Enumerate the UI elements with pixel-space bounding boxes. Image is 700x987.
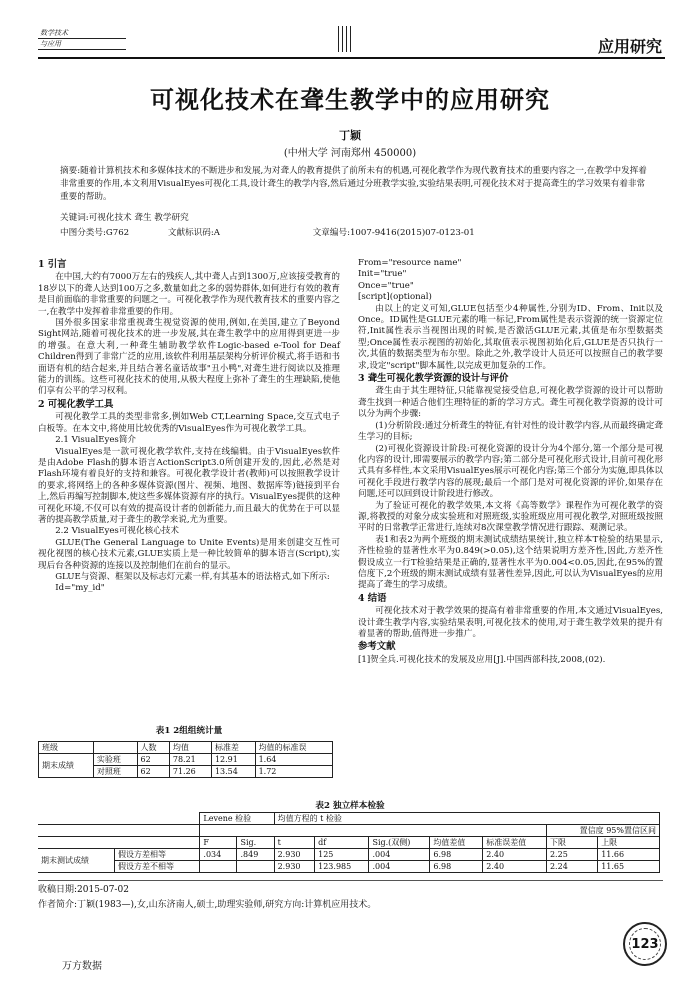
- header-barcode: [338, 26, 354, 56]
- paragraph: [1]贺全兵.可视化技术的发展及应用[J].中国西部科技,2008,(02).: [358, 654, 606, 665]
- table-header-cell: 人数: [137, 742, 169, 754]
- table-cell: 11.66: [598, 849, 660, 861]
- section-heading: 2 可视化教学工具: [38, 398, 114, 410]
- table-cell: .004: [369, 861, 430, 873]
- doc-code: 文献标识码:A: [167, 228, 220, 238]
- paragraph: 可视化技术对于教学效果的提高有着非常重要的作用,本文通过VisualEyes,设计聋生教学内容,实验结果表明,可视化技术的使用,对于聋生教学效果的提升有着显著的帮助,值得进一步推广。: [358, 606, 663, 639]
- abstract: 摘要:随着计算机技术和多媒体技术的不断进步和发展,为对聋人的教育提供了前所未有的机遇,可视化教学作为现代教育技术的重要内容之一,在教学中发挥着非常重要的作用,本文利用VisualEyes可视化工具,设计聋生的教学内容,然后通过分班教学实验,实验结果表明,可视化技术对于提高聋生的学习效果有着非常重要的帮助。: [60, 166, 647, 202]
- table2-caption: 表2 独立样本检验: [315, 801, 385, 811]
- paragraph: (1)分析阶段:通过分析聋生的特征,有针对性的设计教学内容,从而最终确定聋生学习的目标;: [358, 420, 663, 443]
- table-cell: 2.930: [274, 849, 315, 861]
- table-cell: 1.64: [255, 754, 332, 766]
- table-cell: 12.91: [211, 754, 255, 766]
- table-header-cell: 上限: [598, 837, 660, 849]
- table-header-cell: df: [315, 837, 369, 849]
- table1-caption: 表1 2组组统计量: [155, 726, 223, 736]
- table-cell: 2.930: [274, 861, 315, 873]
- journal-line: 与应用: [38, 39, 126, 50]
- watermark: 万方数据: [62, 961, 102, 972]
- paragraph: 国外很多国家非常重视聋生视觉资源的使用,例如,在美国,建立了Beyond Sight网站,随着可视化技术的进一步发展,其在聋生教学中的应用得到更进一步的增强。在意大利,一种聋生辅助教学软件Logic-based e-Tool for Deaf Children得到了非常广泛的应用,该软件利用基层架构分析评价模式,将手语和书面语有机的结合起来,并且结合著名童话故事"丑小鸭",对聋生进行阅读以及推理能力的训练。这些可视化技术的使用,从极大程度上弥补了聋生的生理缺陷,使他们享有公平的学习权利。: [38, 318, 340, 397]
- section-heading: 4 结语: [358, 592, 387, 604]
- table-header-cell: Sig.: [237, 837, 274, 849]
- row-group-label: 期末测试成绩: [38, 849, 115, 873]
- keywords: 关键词:可视化技术 聋生 教学研究: [60, 213, 189, 223]
- paragraph: (2)可视化资源设计阶段:可视化资源的设计分为4个部分,第一个部分是可视化内容的设计,即需要展示的教学内容;第二部分是可视化形式设计,目前可视化形式具有多样性,本文采用VisualEyes展示可视化内容;第三个部分为实施,即具体以可视化手段进行教学内容的展现;最后一个部门是对可视化资源的评价,如果存在问题,还可以回到设计阶段进行修改。: [358, 443, 663, 500]
- table-row: [38, 849, 660, 861]
- paragraph: 2.2 VisualEyes可视化核心技术: [55, 526, 179, 537]
- table-cell: 2.40: [483, 861, 547, 873]
- levene-header: Levene 检验: [200, 813, 274, 825]
- journal-stamp: [38, 28, 126, 50]
- article-title: 可视化技术在聋生教学中的应用研究: [150, 85, 550, 114]
- footer-rule: [38, 880, 663, 881]
- table-row: [39, 754, 333, 766]
- table-cell: .004: [369, 849, 430, 861]
- table-cell: 实验班: [93, 754, 137, 766]
- section-heading: 参考文献: [358, 641, 396, 653]
- classification-line: [60, 226, 511, 238]
- paragraph: Id="my_id": [55, 583, 105, 594]
- affiliation: (中州大学 河南郑州 450000): [283, 148, 417, 159]
- table-header-row: [39, 742, 333, 754]
- table-header-row: [38, 813, 660, 825]
- paragraph: 可视化教学工具的类型非常多,例如Web CT,Learning Space,交互式电子白板等。在本文中,将使用比较优秀的VisualEyes作为可视化教学工具。: [38, 412, 340, 434]
- table-header-row: [38, 825, 660, 837]
- paragraph: 由以上的定义可知,GLUE包括至少4种属性,分别为ID、From、Init以及Once。ID属性是GLUE元素的唯一标记,From属性是表示资源的统一资源定位符,Init属性表示当视图出现的时候,是否激活GLUE元素,其值是布尔型数据类型;Once属性表示视图的初始化,其取值表示视图初始化后,GLUE是否只执行一次,其值的数据类型为布尔型。除此之外,教学设计人员还可以按照自己的教学要求,设定"script"脚本属性,以完成更加复杂的工作。: [358, 303, 663, 371]
- table-header-cell: 均值: [169, 742, 211, 754]
- table-cell: 78.21: [169, 754, 211, 766]
- table-row: [38, 861, 660, 873]
- table2: [38, 812, 660, 873]
- article-number: 文章编号:1007-9416(2015)07-0123-01: [312, 228, 475, 238]
- table-header-cell: 下限: [546, 837, 597, 849]
- paragraph: 聋生由于其生理特征,只能靠视觉接受信息,可视化教学资源的设计可以帮助聋生找到一种适合他们生理特征的新的学习方式。聋生可视化教学资源的设计可以分为两个步骤:: [358, 386, 663, 420]
- table-cell: 2.24: [546, 861, 597, 873]
- paragraph: [script](optional): [358, 292, 432, 303]
- table-header-cell: t: [274, 837, 315, 849]
- table-cell: 假设方差不相等: [115, 861, 200, 873]
- section-label: 应用研究: [597, 37, 662, 56]
- table-cell: .849: [237, 849, 274, 861]
- table1: [38, 741, 333, 778]
- section-heading: 3 聋生可视化教学资源的设计与评价: [358, 373, 509, 385]
- table-header-cell: 班级: [39, 742, 94, 754]
- table-header-row: [38, 837, 660, 849]
- table-header-cell: 标准差: [211, 742, 255, 754]
- section-heading: 1 引言: [38, 259, 67, 270]
- table-cell: 2.40: [483, 849, 547, 861]
- right-column: [358, 258, 663, 666]
- ci-header: 置信度 95%置信区间: [546, 825, 659, 837]
- paragraph: 2.1 VisualEyes简介: [55, 435, 137, 446]
- table-cell: .034: [200, 849, 237, 861]
- table-cell: 62: [137, 754, 169, 766]
- table-cell: 2.25: [546, 849, 597, 861]
- table-cell: [237, 861, 274, 873]
- class-number: 中图分类号:G762: [60, 228, 130, 238]
- table-header-cell: 标准误差值: [483, 837, 547, 849]
- table-header-cell: Sig.(双侧): [369, 837, 430, 849]
- table-cell: 1.72: [255, 766, 332, 778]
- paragraph: Init="true": [358, 269, 407, 280]
- page-number: 123: [631, 936, 659, 952]
- table-header-cell: 均值的标准误: [255, 742, 332, 754]
- ttest-header: 均值方程的 t 检验: [274, 813, 659, 825]
- table-cell: 11.65: [598, 861, 660, 873]
- table-cell: 123.985: [315, 861, 369, 873]
- page-number-seal: [623, 922, 667, 966]
- paragraph: From="resource name": [358, 258, 462, 268]
- header-rule: [38, 57, 665, 59]
- paragraph: GLUE(The General Language to Unite Events)是用来创建交互性可视化视图的核心技术元素,GLUE实质上是一种比较简单的脚本语言(Script),实现后台各种资源的连接以及控制他们在前台的显示。: [38, 537, 340, 571]
- row-group-label: 期末成绩: [39, 754, 94, 778]
- table-header-cell: [93, 742, 137, 754]
- table-cell: 6.98: [430, 861, 483, 873]
- received-date: 收稿日期:2015-07-02: [38, 885, 129, 895]
- table-cell: 6.98: [430, 849, 483, 861]
- paragraph: Once="true": [358, 280, 414, 291]
- table-cell: 假设方差相等: [115, 849, 200, 861]
- paragraph: 为了验证可视化的教学效果,本文将《高等数学》课程作为可视化教学的资源,将教授的对象分成实验班和对照班级,实验班级应用可视化教学,对照班级按照平时的日常教学正常进行,连续对8次课堂教学情况进行跟踪、观测记录。: [358, 500, 663, 534]
- journal-line: 数学技术: [38, 28, 126, 39]
- table-cell: [200, 861, 237, 873]
- paragraph: GLUE与资源、框架以及标志灯元素一样,有其基本的语法格式,如下所示:: [55, 571, 330, 582]
- left-column: [38, 258, 340, 595]
- author: 丁颖: [339, 129, 361, 142]
- author-bio: 作者简介:丁颖(1983—),女,山东济南人,硕士,助理实验师,研究方向:计算机应用技术。: [38, 900, 377, 910]
- table-cell: 62: [137, 766, 169, 778]
- table-header-cell: 均值差值: [430, 837, 483, 849]
- table-cell: 125: [315, 849, 369, 861]
- table-cell: 对照班: [93, 766, 137, 778]
- paragraph: 表1和表2为两个班级的期末测试成绩结果统计,独立样本T检验的结果显示,齐性检验的显著性水平为0.849(>0.05),这个结果说明方差齐性,因此,方差齐性假设成立一行T检验结果是正确的,显著性水平为0.004<0.05,因此,在95%的置信度下,2个班级的期末测试成绩有显著性差异,因此,可以认为VisualEyes的应用提高了聋生的学习成绩。: [358, 534, 663, 591]
- table-cell: 71.26: [169, 766, 211, 778]
- table-header-cell: F: [200, 837, 237, 849]
- table-cell: 13.54: [211, 766, 255, 778]
- paragraph: 在中国,大约有7000万左右的残疾人,其中聋人占到1300万,应该接受教育的18岁以下的聋人达到100万之多,数量如此之多的弱势群体,如何进行有效的教育是目前面临的非常重要的问题之一。可视化教学作为现代教育技术的重要内容之一,在教学中发挥着非常重要的作用。: [38, 272, 340, 317]
- paragraph: VisualEyes是一款可视化教学软件,支持在线编辑。由于VisualEyes软件是由Adobe Flash的脚本语言ActionScript3.0所创建开发的,因此,必然是对Flash环境有着良好的支持和兼容。可视化教学设计者(教师)可以按照教学设计的要求,将网络上的各种多媒体资源(图片、视频、地图、数据库等)链接到平台上,然后再编写控制脚本,使这些多媒体资源有序的执行。VisualEyes提供的这种可视化环境,不仅可以有效的提高设计者的创新能力,而且最大的优势在于可以显著的提高教学质量,对于聋生的教学来说,尤为重要。: [38, 446, 340, 525]
